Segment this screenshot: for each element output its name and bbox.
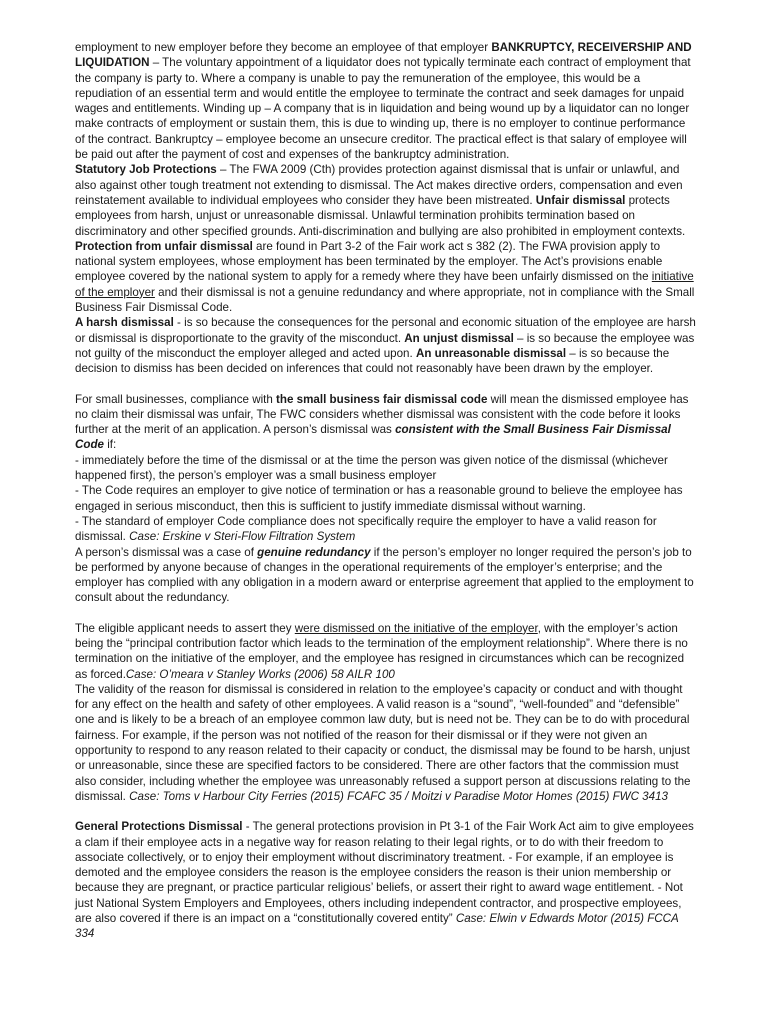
paragraph-dismissal-types xyxy=(75,315,698,376)
text: are found in Part 3-2 of the Fair work act s 382 (2). The FWA provision apply to national system employees, whose employment has been terminated by the employer. The Act’s provisions enable employee covered by the national system to apply for a remedy where they have been unfairly dismissed on the xyxy=(75,239,663,284)
text: – is so because the decision to dismiss has been decided on inferences that could not reasonably have been drawn by the employer. xyxy=(75,346,670,376)
heading-statutory-protections: Statutory Job Protections xyxy=(75,163,217,177)
text: protects employees from harsh, unjust or unreasonable dismissal. Unlawful termination prohibits termination based on discriminatory and other specified grounds. Anti-discrimination and bullying are also prohibited in employment contexts. xyxy=(75,193,686,238)
term-small-business-code: the small business fair dismissal code xyxy=(276,392,488,406)
list-item xyxy=(75,514,698,545)
paragraph-genuine-redundancy xyxy=(75,545,698,606)
paragraph-eligible-applicant xyxy=(75,621,698,682)
paragraph-statutory-protections xyxy=(75,162,698,238)
paragraph-protection-unfair-dismissal xyxy=(75,239,698,315)
text: and their dismissal is not a genuine redundancy and where appropriate, not in compliance with the Small Business Fair Dismissal Code. xyxy=(75,285,695,315)
text: The eligible applicant needs to assert they xyxy=(75,621,295,635)
text: employment to new employer before they become an employee of that employer xyxy=(75,41,492,54)
text: The validity of the reason for dismissal is considered in relation to the employee’s capacity or conduct and with thought for any effect on the health and safety of other employees. A valid reason is a “sound”, “well-founded” and “defensible” one and is likely to be a breach of an employee common law duty, but is need not be. They can be to do with procedural fairness. For example, if the person was not notified of the reason for their dismissal or if they were not given an opportunity to respond to any reason related to their capacity or conduct, the dismissal may be found to be harsh, unjust or unreasonable, since these are specified factors to be considered. There are other factors that the commission must also consider, including whether the employee was unreasonably refused a support person at discussions relating to the dismissal. xyxy=(75,682,691,803)
text: – is so because the employee was not guilty of the misconduct the employer alleged and acted upon. xyxy=(75,331,695,360)
heading-protection-unfair-dismissal: Protection from unfair dismissal xyxy=(75,239,253,253)
text: For small businesses, compliance with xyxy=(75,392,277,406)
term-genuine-redundancy: genuine redundancy xyxy=(257,545,371,559)
text: A person’s dismissal was a case of xyxy=(75,545,258,559)
case-citation: Case: Toms v Harbour City Ferries (2015) FCAFC 35 / Moitzi v Paradise Motor Homes (2015) FWC 3413 xyxy=(129,789,668,803)
text: will mean the dismissed employee has no claim their dismissal was unfair, The FWC considers whether dismissal was consistent with the code before it looks further at the merit of an application. A person’s dismissal was xyxy=(75,392,689,437)
term-harsh-dismissal: A harsh dismissal xyxy=(75,316,174,330)
list-item: - The Code requires an employer to give notice of termination or has a reasonable ground to believe the employee has engaged in serious misconduct, then this is sufficient to justify immediate dismissal without warning. xyxy=(75,484,683,513)
term-unjust-dismissal: An unjust dismissal xyxy=(404,331,514,345)
text: – The voluntary appointment of a liquidator does not typically terminate each contract of employment that the company is party to. Where a company is unable to pay the remuneration of the employee, this would be a repudiation of an essential term and would entitle the employee to terminate the contract and seek damages for unpaid wages and entitlements. Winding up – A company that is in liquidation and being wound up by a liquidator can no longer make contracts of employment or sustain them, this is due to winding up, there is no employer to continue performance of the contract. Bankruptcy – employee become an unsecure creditor. The practical effect is that salary of employee will be paid out after the payment of cost and expenses of the bankruptcy administration. xyxy=(75,56,691,162)
term-unreasonable-dismissal: An unreasonable dismissal xyxy=(415,346,567,360)
heading-general-protections: General Protections Dismissal xyxy=(75,820,243,834)
paragraph-valid-reason xyxy=(75,682,698,804)
underlined-term: initiative of the employer xyxy=(75,270,694,299)
list-item: - immediately before the time of the dismissal or at the time the person was given notice of the dismissal (whichever happened first), the person’s employer was a small business employer xyxy=(75,453,668,483)
text: if: xyxy=(103,438,117,452)
paragraph-bankruptcy xyxy=(75,40,698,162)
text: - is so because the consequences for the personal and economic situation of the employee are harsh or dismissal is disproportionate to the gravity of the misconduct. xyxy=(75,316,696,345)
text: – The FWA 2009 (Cth) provides protection against dismissal that is unfair or unlawful, and also against other tough treatment not extending to dismissal. The Act makes directive orders, compensation and even reinstatement available to individual employees who consider they have been mistreated. xyxy=(75,163,683,207)
text: if the person’s employer no longer required the person’s job to be performed by anyone because of changes in the operational requirements of the employer’s enterprise; and the employer has complied with any obligation in a modern award or enterprise agreement that applied to the employment to consult about the redundancy. xyxy=(75,545,694,605)
text: - The standard of employer Code compliance does not specifically require the employer to have a valid reason for dismissal. xyxy=(75,514,657,544)
term-unfair-dismissal: Unfair dismissal xyxy=(535,193,626,207)
case-citation: Case: Elwin v Edwards Motor (2015) FCCA 334 xyxy=(75,912,679,941)
text: , with the employer’s action being the “principal contribution factor which leads to the termination of the employment relationship”. Where there is no termination on the initiative of the employer, and the employee has resigned in circumstances which can be recognized as forced. xyxy=(75,621,688,681)
term-consistent-with-code: consistent with the Small Business Fair Dismissal Code xyxy=(75,423,671,452)
case-citation: Case: O’meara v Stanley Works (2006) 58 AILR 100 xyxy=(125,667,395,681)
text: - The general protections provision in Pt 3-1 of the Fair Work Act aim to give employees a clam if their employee acts in a negative way for reason relating to their legal rights, or to do with their freedom to associate collectively, or to enjoy their employment without discriminatory treatment. - For example, if an employee is demoted and the employee considers the reason is the employee considers the reason is their union membership or because they are pregnant, or practice particular religious’ beliefs, or assert their right to award wage entitlement. - Not just National System Employers and Employees, others including independent contractor, and prospective employees, are also covered if there is an impact on a “constitutionally covered entity” xyxy=(75,820,694,926)
paragraph-general-protections xyxy=(75,819,698,941)
heading-bankruptcy: BANKRUPTCY, RECEIVERSHIP AND LIQUIDATION xyxy=(75,41,692,70)
underlined-term: were dismissed on the initiative of the employer xyxy=(294,621,538,635)
paragraph-small-business-code xyxy=(75,392,698,453)
case-citation: Case: Erskine v Steri-Flow Filtration System xyxy=(129,530,356,544)
